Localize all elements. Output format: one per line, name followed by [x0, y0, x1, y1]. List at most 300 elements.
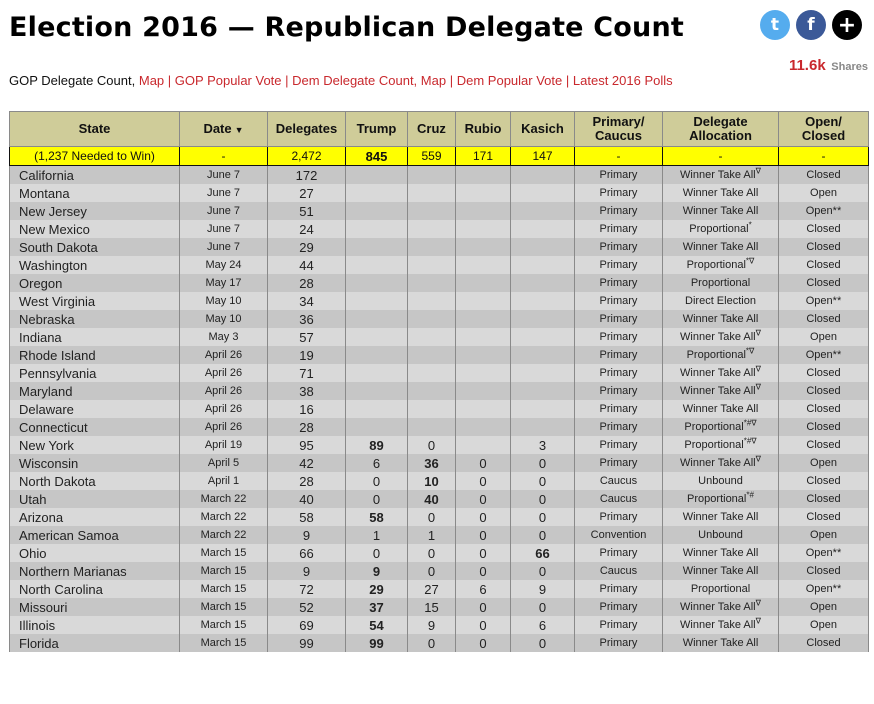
cell-kasich: [511, 598, 575, 616]
cell-date-text: April 19: [204, 439, 243, 451]
cell-state: [10, 544, 180, 562]
cell-date-text: March 22: [200, 493, 247, 505]
cell-delegates: [268, 472, 346, 490]
cell-open-text: Open: [810, 457, 837, 469]
cell-kasich: [511, 202, 575, 220]
cell-cruz: [408, 328, 456, 346]
cell-primary: [575, 292, 663, 310]
cell-rubio: [456, 346, 511, 364]
cell-date-text: April 1: [207, 475, 240, 487]
cell-cruz: [408, 400, 456, 418]
nav-separator: |: [285, 73, 289, 88]
col-header-primary-line1: Primary/: [592, 114, 645, 129]
cell-open-text: Closed: [806, 439, 841, 451]
cell-primary: [575, 616, 663, 634]
cell-rubio: [456, 472, 511, 490]
cell-allocation-text: Winner Take All: [682, 565, 759, 577]
cell-primary-text: Caucus: [599, 493, 638, 505]
cell-cruz-text: 40: [424, 491, 439, 507]
cell-primary: [575, 400, 663, 418]
allocation-footnote-mark: *#∇: [743, 436, 757, 446]
cell-date: [180, 274, 268, 292]
cell-rubio: [456, 562, 511, 580]
cruz-total: 559: [408, 147, 456, 166]
cell-allocation-text: Unbound: [698, 475, 743, 487]
col-header-allocation-line2: Allocation: [689, 128, 752, 143]
cell-state: [10, 472, 180, 490]
needed-to-win-row: [10, 147, 869, 166]
cell-state: [10, 382, 180, 400]
cell-trump: [346, 400, 408, 418]
cell-kasich: [511, 508, 575, 526]
election-nav: [9, 73, 673, 88]
cell-open-text: Closed: [806, 241, 841, 253]
cell-trump: [346, 382, 408, 400]
cell-date: [180, 562, 268, 580]
cell-delegates: [268, 436, 346, 454]
cell-trump: [346, 490, 408, 508]
cell-allocation-text: Winner Take All: [682, 637, 759, 649]
table-row: [10, 310, 869, 328]
cell-date-text: June 7: [206, 187, 241, 199]
nav-link-dem-map[interactable]: Map: [420, 73, 447, 88]
cell-rubio-text: 0: [479, 635, 487, 651]
cell-delegates: [268, 526, 346, 544]
cell-cruz: [408, 166, 456, 185]
cell-trump-text: 54: [369, 617, 384, 633]
cell-state: [10, 184, 180, 202]
cell-date: [180, 544, 268, 562]
cell-state-text: Northern Marianas: [19, 563, 127, 579]
cell-rubio: [456, 598, 511, 616]
cell-date-text: May 3: [208, 331, 239, 343]
cell-date-text: March 22: [200, 511, 247, 523]
cell-allocation: [663, 454, 779, 472]
cell-kasich: [511, 238, 575, 256]
cell-allocation-text: Proportional: [689, 223, 749, 235]
cell-open: [779, 490, 869, 508]
cell-date: [180, 508, 268, 526]
cell-kasich-text: 6: [538, 617, 547, 633]
allocation-footnote-mark: ∇: [755, 382, 761, 392]
table-row: [10, 436, 869, 454]
cell-trump-text: 0: [372, 491, 381, 507]
cell-primary: [575, 166, 663, 185]
cell-trump-text: 37: [369, 599, 384, 615]
cell-allocation-text: Winner Take All: [680, 169, 756, 181]
cell-delegates-text: 66: [299, 545, 314, 561]
cell-open: [779, 166, 869, 185]
cell-primary: [575, 328, 663, 346]
cell-kasich-text: 0: [538, 635, 547, 651]
cell-rubio-text: 0: [479, 527, 487, 543]
cell-cruz-text: 27: [424, 581, 439, 597]
cell-allocation-text: Proportional: [684, 439, 744, 451]
cell-date-text: March 15: [200, 547, 247, 559]
cell-date-text: May 17: [205, 277, 242, 289]
kasich-total: 147: [511, 147, 575, 166]
cell-allocation-text: Proportional: [686, 349, 746, 361]
cell-rubio-text: 6: [479, 581, 487, 597]
cell-delegates: [268, 202, 346, 220]
table-row: [10, 364, 869, 382]
cell-state-text: South Dakota: [19, 239, 98, 255]
cell-kasich: [511, 454, 575, 472]
col-header-delegate-allocation[interactable]: [663, 112, 779, 147]
cell-trump: [346, 238, 408, 256]
cell-trump: [346, 616, 408, 634]
twitter-share-button[interactable]: t: [760, 10, 790, 40]
cell-state: [10, 310, 180, 328]
col-header-delegates[interactable]: Delegates: [268, 112, 346, 147]
cell-date-text: April 26: [204, 349, 243, 361]
cell-state-text: Maryland: [19, 383, 73, 399]
cell-delegates: [268, 346, 346, 364]
table-row: [10, 184, 869, 202]
cell-kasich: [511, 184, 575, 202]
cell-open: [779, 220, 869, 238]
cell-trump: [346, 346, 408, 364]
nav-separator: |: [167, 73, 172, 88]
cell-cruz: [408, 292, 456, 310]
cell-delegates-text: 19: [299, 347, 314, 363]
cell-rubio: [456, 544, 511, 562]
col-header-state[interactable]: State: [10, 112, 180, 147]
cell-primary-text: Primary: [599, 385, 638, 397]
cell-allocation: [663, 184, 779, 202]
cell-open-text: Closed: [806, 493, 841, 505]
table-row: [10, 238, 869, 256]
cell-state: [10, 616, 180, 634]
table-row: [10, 166, 869, 185]
cell-kasich: [511, 400, 575, 418]
cell-date: [180, 184, 268, 202]
cell-open: [779, 292, 869, 310]
cell-state: [10, 598, 180, 616]
cell-date: [180, 202, 268, 220]
cell-delegates-text: 95: [299, 437, 314, 453]
cell-open: [779, 256, 869, 274]
cell-rubio-text: 0: [479, 473, 487, 489]
cell-trump: [346, 292, 408, 310]
cell-date-text: April 26: [204, 421, 243, 433]
cell-state-text: Arizona: [19, 509, 64, 525]
cell-primary-text: Primary: [599, 403, 638, 415]
cell-date: [180, 292, 268, 310]
cell-primary: [575, 274, 663, 292]
cell-trump: [346, 580, 408, 598]
cell-open: [779, 616, 869, 634]
cell-rubio: [456, 580, 511, 598]
cell-date: [180, 166, 268, 185]
cell-cruz: [408, 418, 456, 436]
cell-rubio: [456, 220, 511, 238]
cell-rubio: [456, 400, 511, 418]
cell-primary: [575, 184, 663, 202]
cell-rubio-text: 0: [479, 545, 487, 561]
cell-state-text: California: [19, 167, 74, 183]
cell-open-text: Open: [810, 331, 837, 343]
cell-primary-text: Primary: [599, 439, 638, 451]
cell-primary: [575, 220, 663, 238]
cell-allocation-text: Proportional: [684, 421, 744, 433]
needed-open: -: [779, 147, 869, 166]
cell-date: [180, 220, 268, 238]
more-share-button[interactable]: +: [832, 10, 862, 40]
needed-label: (1,237 Needed to Win): [10, 147, 180, 166]
col-header-date-label: Date: [203, 120, 232, 136]
nav-link-dem-delegate-count[interactable]: Dem Delegate Count,: [292, 73, 418, 88]
cell-rubio: [456, 382, 511, 400]
cell-kasich-text: 0: [538, 599, 547, 615]
cell-open-text: Open**: [805, 349, 842, 361]
col-header-kasich[interactable]: Kasich: [511, 112, 575, 147]
cell-primary: [575, 364, 663, 382]
cell-rubio-text: 0: [479, 563, 487, 579]
cell-date: [180, 364, 268, 382]
cell-primary-text: Primary: [599, 619, 638, 631]
delegate-count-table: [9, 111, 869, 652]
cell-kasich-text: 0: [538, 563, 547, 579]
cell-primary-text: Primary: [599, 295, 638, 307]
col-header-primary-line2: Caucus: [595, 128, 642, 143]
table-row: [10, 274, 869, 292]
cell-state: [10, 418, 180, 436]
cell-allocation-text: Winner Take All: [680, 619, 756, 631]
cell-delegates-text: 38: [299, 383, 314, 399]
cell-open: [779, 418, 869, 436]
cell-open-text: Open**: [805, 547, 842, 559]
cell-trump: [346, 634, 408, 652]
cell-primary-text: Primary: [599, 511, 638, 523]
cell-allocation: [663, 508, 779, 526]
cell-state: [10, 634, 180, 652]
cell-kasich-text: 0: [538, 455, 547, 471]
cell-cruz: [408, 598, 456, 616]
cell-trump: [346, 220, 408, 238]
col-header-rubio[interactable]: Rubio: [456, 112, 511, 147]
cell-date: [180, 472, 268, 490]
col-header-open-closed[interactable]: [779, 112, 869, 147]
cell-allocation: [663, 562, 779, 580]
cell-kasich-text: 0: [538, 473, 547, 489]
cell-trump: [346, 256, 408, 274]
cell-date-text: May 10: [205, 313, 242, 325]
nav-link-gop-map[interactable]: Map: [138, 73, 165, 88]
cell-open: [779, 202, 869, 220]
cell-open: [779, 544, 869, 562]
cell-primary: [575, 238, 663, 256]
cell-delegates: [268, 310, 346, 328]
cell-primary: [575, 472, 663, 490]
allocation-footnote-mark: *∇: [745, 256, 755, 266]
cell-kasich: [511, 562, 575, 580]
table-row: [10, 508, 869, 526]
cell-primary-text: Convention: [590, 529, 647, 541]
cell-primary: [575, 202, 663, 220]
cell-delegates: [268, 418, 346, 436]
cell-rubio: [456, 364, 511, 382]
cell-kasich: [511, 436, 575, 454]
cell-open-text: Open: [810, 601, 837, 613]
cell-allocation: [663, 634, 779, 652]
cell-allocation: [663, 202, 779, 220]
cell-delegates-text: 51: [299, 203, 314, 219]
allocation-footnote-mark: *∇: [745, 346, 755, 356]
cell-rubio: [456, 274, 511, 292]
cell-kasich: [511, 274, 575, 292]
allocation-footnote-mark: ∇: [755, 328, 761, 338]
cell-state: [10, 292, 180, 310]
cell-open-text: Open: [810, 529, 837, 541]
cell-open-text: Closed: [806, 637, 841, 649]
cell-cruz-text: 36: [424, 455, 439, 471]
cell-delegates-text: 9: [302, 527, 311, 543]
cell-state: [10, 220, 180, 238]
cell-open: [779, 454, 869, 472]
cell-state: [10, 202, 180, 220]
cell-allocation-text: Winner Take All: [682, 313, 759, 325]
cell-state-text: Utah: [19, 491, 47, 507]
cell-kasich: [511, 328, 575, 346]
table-row: [10, 472, 869, 490]
col-header-open-line2: Closed: [801, 128, 846, 143]
table-row: [10, 346, 869, 364]
cell-trump: [346, 598, 408, 616]
cell-open: [779, 184, 869, 202]
cell-allocation: [663, 364, 779, 382]
cell-allocation: [663, 382, 779, 400]
cell-open: [779, 274, 869, 292]
cell-trump: [346, 364, 408, 382]
cell-kasich: [511, 580, 575, 598]
cell-kasich: [511, 166, 575, 185]
cell-kasich: [511, 346, 575, 364]
cell-trump: [346, 508, 408, 526]
cell-allocation: [663, 616, 779, 634]
cell-allocation-text: Proportional: [690, 583, 751, 595]
cell-delegates: [268, 364, 346, 382]
cell-allocation-text: Proportional: [686, 259, 746, 271]
cell-allocation-text: Direct Election: [685, 295, 756, 307]
cell-primary-text: Primary: [599, 277, 638, 289]
allocation-footnote-mark: *#: [746, 490, 754, 500]
nav-link-dem-popular-vote[interactable]: Dem Popular Vote: [456, 73, 563, 88]
cell-open: [779, 526, 869, 544]
col-header-primary-caucus[interactable]: [575, 112, 663, 147]
cell-trump-text: 9: [372, 563, 381, 579]
cell-date: [180, 526, 268, 544]
cell-delegates-text: 52: [299, 599, 314, 615]
cell-allocation: [663, 400, 779, 418]
cell-cruz: [408, 490, 456, 508]
cell-open-text: Open: [810, 619, 837, 631]
nav-link-latest-polls[interactable]: Latest 2016 Polls: [572, 73, 673, 88]
cell-allocation: [663, 544, 779, 562]
col-header-trump[interactable]: Trump: [346, 112, 408, 147]
cell-delegates: [268, 184, 346, 202]
cell-trump: [346, 472, 408, 490]
table-row: [10, 490, 869, 508]
cell-allocation: [663, 238, 779, 256]
cell-delegates-text: 69: [299, 617, 314, 633]
cell-state: [10, 526, 180, 544]
cell-delegates: [268, 562, 346, 580]
cell-trump: [346, 310, 408, 328]
cell-kasich: [511, 418, 575, 436]
cell-rubio: [456, 202, 511, 220]
cell-open-text: Closed: [806, 223, 841, 235]
cell-allocation-text: Winner Take All: [680, 601, 756, 613]
col-header-cruz[interactable]: Cruz: [408, 112, 456, 147]
cell-delegates: [268, 454, 346, 472]
cell-delegates-text: 71: [299, 365, 314, 381]
cell-primary: [575, 454, 663, 472]
cell-kasich-text: 9: [538, 581, 547, 597]
cell-allocation: [663, 472, 779, 490]
cell-primary: [575, 382, 663, 400]
cell-primary: [575, 418, 663, 436]
cell-state-text: North Carolina: [19, 581, 103, 597]
cell-cruz-text: 0: [427, 545, 436, 561]
cell-open-text: Closed: [806, 475, 841, 487]
needed-date: -: [180, 147, 268, 166]
needed-allocation: -: [663, 147, 779, 166]
cell-delegates: [268, 292, 346, 310]
cell-date-text: April 5: [207, 457, 240, 469]
cell-allocation: [663, 598, 779, 616]
cell-date-text: April 26: [204, 403, 243, 415]
cell-trump-text: 6: [372, 455, 381, 471]
total-delegates: 2,472: [268, 147, 346, 166]
cell-cruz: [408, 472, 456, 490]
cell-rubio: [456, 634, 511, 652]
cell-primary-text: Primary: [599, 601, 638, 613]
cell-open-text: Open**: [805, 295, 842, 307]
cell-primary: [575, 310, 663, 328]
facebook-share-button[interactable]: f: [796, 10, 826, 40]
cell-kasich: [511, 616, 575, 634]
cell-state: [10, 580, 180, 598]
cell-primary-text: Primary: [599, 205, 638, 217]
cell-allocation: [663, 328, 779, 346]
cell-delegates-text: 16: [299, 401, 314, 417]
sort-down-icon: ▼: [234, 124, 244, 135]
cell-primary: [575, 544, 663, 562]
cell-state-text: New Jersey: [19, 203, 87, 219]
cell-date-text: June 7: [206, 205, 241, 217]
nav-link-gop-popular-vote[interactable]: GOP Popular Vote: [174, 73, 282, 88]
cell-trump-text: 1: [372, 527, 381, 543]
col-header-date[interactable]: [180, 112, 268, 147]
cell-cruz-text: 15: [424, 599, 439, 615]
cell-cruz: [408, 580, 456, 598]
cell-rubio: [456, 508, 511, 526]
cell-delegates-text: 99: [299, 635, 314, 651]
cell-open-text: Closed: [806, 313, 841, 325]
cell-open-text: Closed: [806, 367, 841, 379]
table-row: [10, 418, 869, 436]
cell-open: [779, 634, 869, 652]
cell-delegates: [268, 382, 346, 400]
table-row: [10, 454, 869, 472]
cell-primary-text: Primary: [599, 169, 638, 181]
cell-delegates: [268, 544, 346, 562]
cell-trump: [346, 418, 408, 436]
cell-primary: [575, 580, 663, 598]
cell-primary: [575, 346, 663, 364]
cell-state-text: American Samoa: [19, 527, 119, 543]
